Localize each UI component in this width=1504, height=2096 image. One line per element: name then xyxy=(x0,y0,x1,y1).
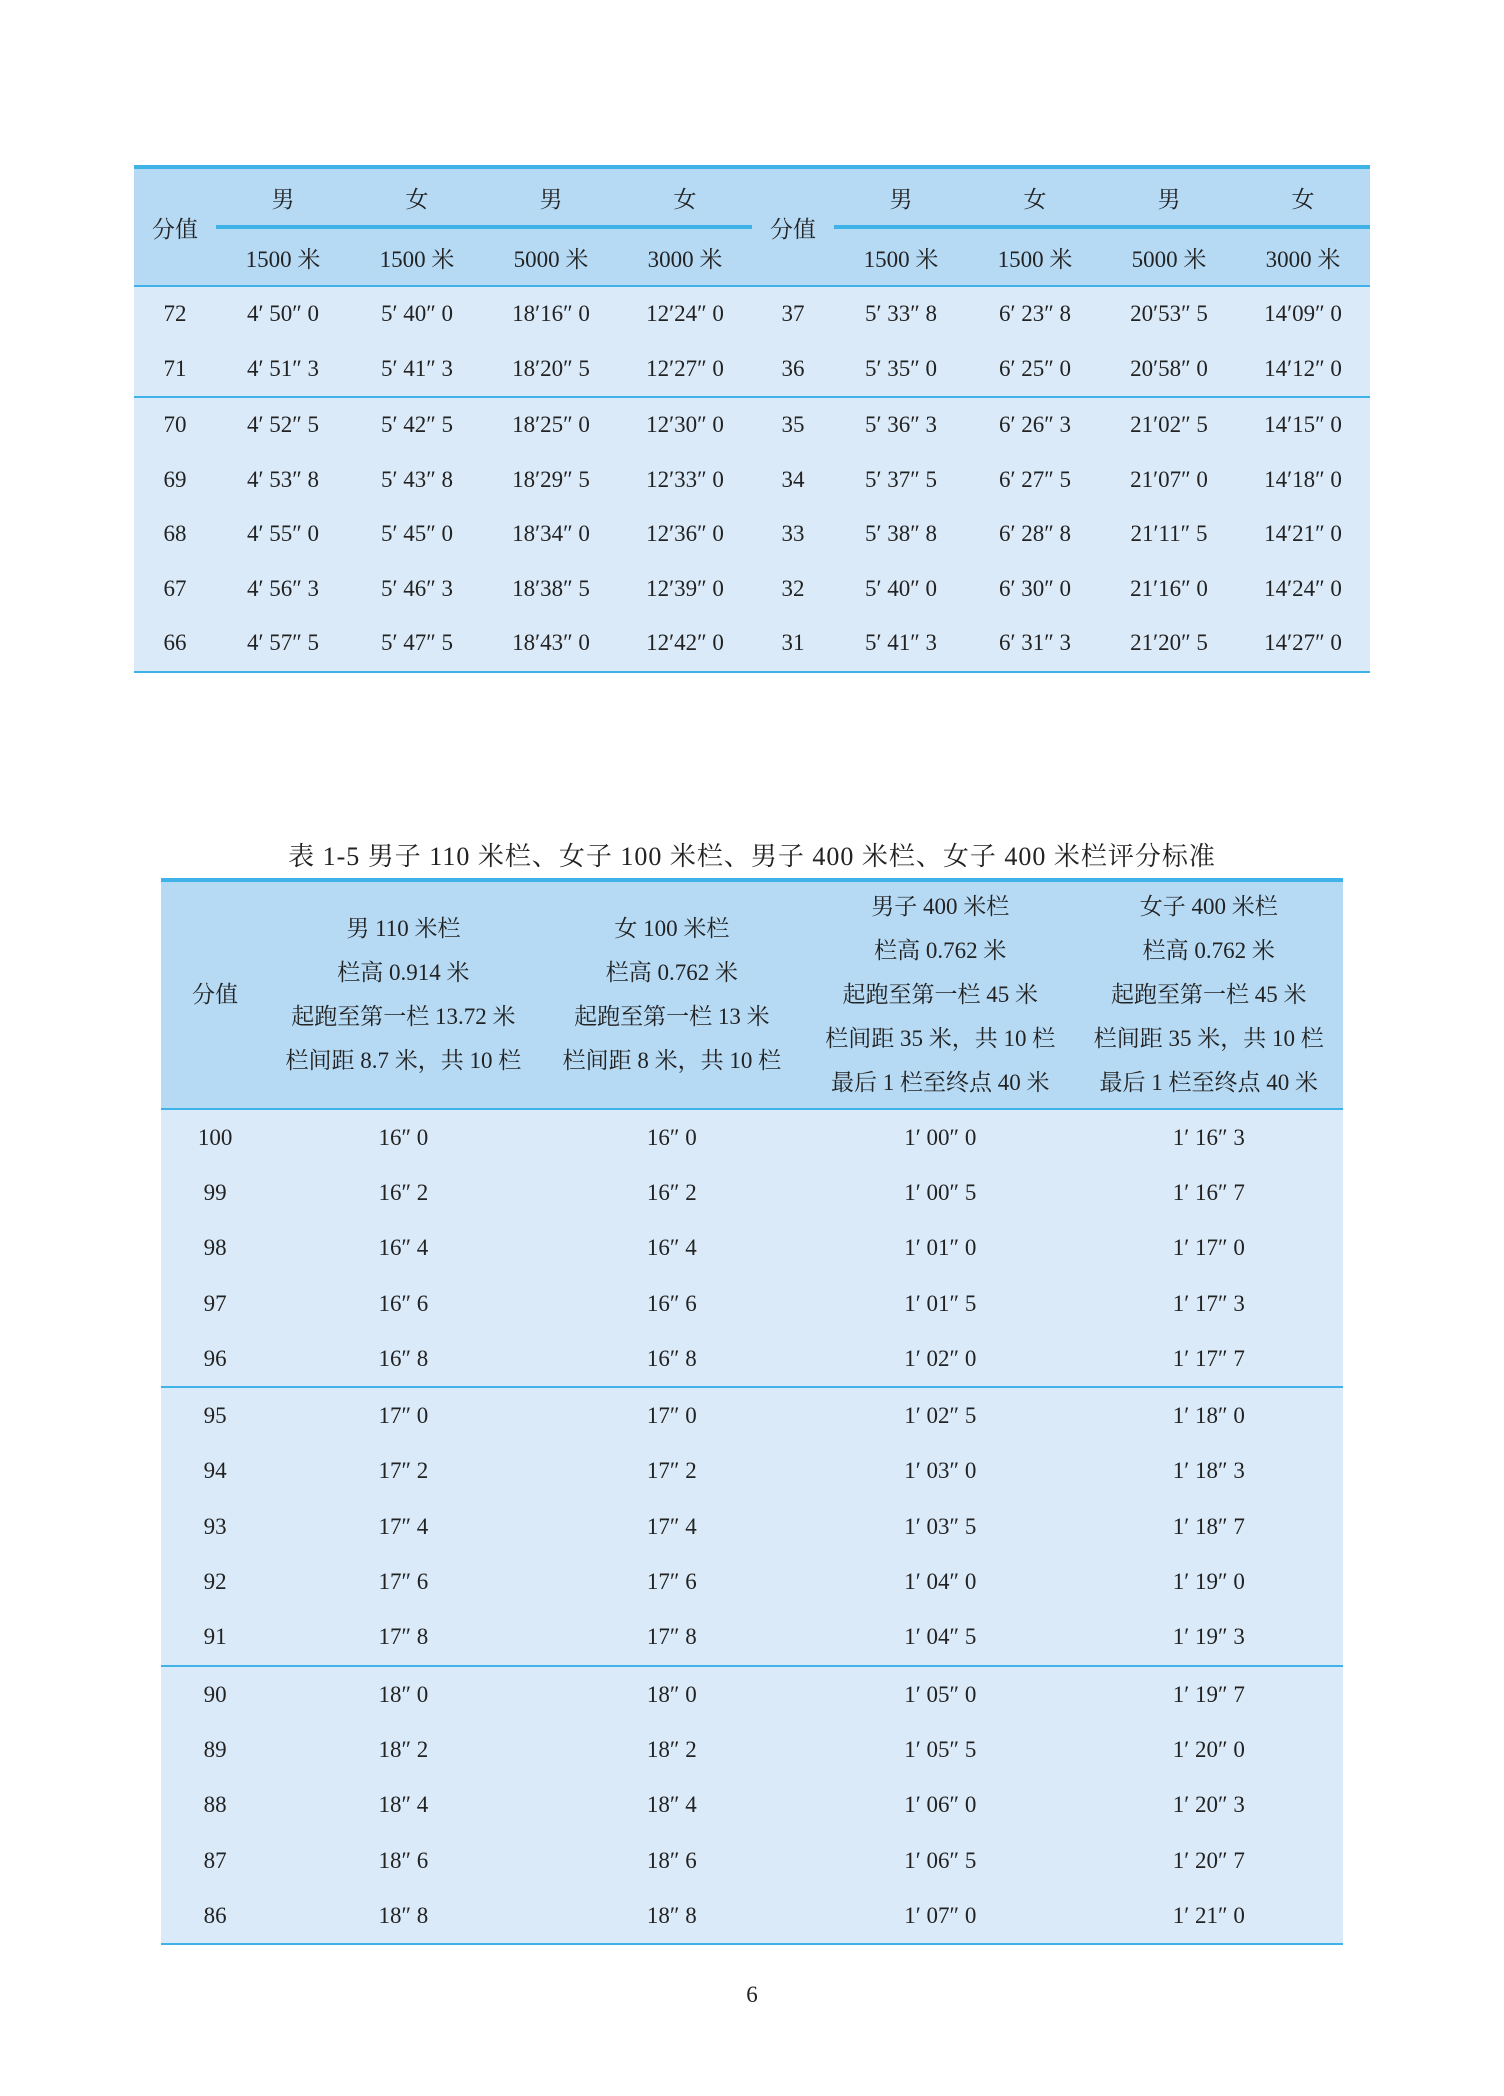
time-cell: 1′ 16″ 3 xyxy=(1075,1109,1343,1165)
table-row xyxy=(134,453,1370,508)
score-cell: 88 xyxy=(161,1778,269,1833)
score-cell: 70 xyxy=(134,397,216,453)
time-cell: 1′ 05″ 5 xyxy=(806,1722,1074,1777)
time-cell: 1′ 07″ 0 xyxy=(806,1888,1074,1944)
time-cell: 1′ 17″ 7 xyxy=(1075,1331,1343,1387)
event-header: 1500 米 xyxy=(216,227,350,286)
time-cell: 12′39″ 0 xyxy=(618,562,752,617)
time-cell: 18′16″ 0 xyxy=(484,286,618,342)
gender-header: 男 xyxy=(834,167,968,227)
table-row xyxy=(134,397,1370,453)
score-header: 分值 xyxy=(161,880,269,1109)
time-cell: 1′ 01″ 5 xyxy=(806,1276,1074,1331)
score-cell: 66 xyxy=(134,616,216,672)
time-cell: 18″ 2 xyxy=(538,1722,806,1777)
time-cell: 18″ 2 xyxy=(269,1722,537,1777)
time-cell: 12′33″ 0 xyxy=(618,453,752,508)
time-cell: 1′ 20″ 0 xyxy=(1075,1722,1343,1777)
time-cell: 16″ 6 xyxy=(269,1276,537,1331)
time-cell: 17″ 4 xyxy=(269,1499,537,1554)
time-cell: 18″ 4 xyxy=(538,1778,806,1833)
time-cell: 20′53″ 5 xyxy=(1102,286,1236,342)
time-cell: 4′ 51″ 3 xyxy=(216,342,350,398)
score-cell: 31 xyxy=(752,616,834,672)
time-cell: 16″ 0 xyxy=(538,1109,806,1165)
score-cell: 92 xyxy=(161,1554,269,1609)
table-row xyxy=(161,1722,1343,1777)
time-cell: 18′38″ 5 xyxy=(484,562,618,617)
score-cell: 90 xyxy=(161,1666,269,1722)
time-cell: 1′ 20″ 7 xyxy=(1075,1833,1343,1888)
time-cell: 12′30″ 0 xyxy=(618,397,752,453)
column-header-line: 栏间距 8 米，共 10 栏 xyxy=(562,1048,782,1073)
time-cell: 18′34″ 0 xyxy=(484,507,618,562)
time-cell: 1′ 21″ 0 xyxy=(1075,1888,1343,1944)
time-cell: 1′ 04″ 0 xyxy=(806,1554,1074,1609)
time-cell: 1′ 05″ 0 xyxy=(806,1666,1074,1722)
time-cell: 17″ 0 xyxy=(538,1387,806,1443)
column-header-line: 起跑至第一栏 45 米 xyxy=(842,982,1039,1007)
time-cell: 14′15″ 0 xyxy=(1236,397,1370,453)
time-cell: 1′ 19″ 3 xyxy=(1075,1610,1343,1666)
time-cell: 17″ 6 xyxy=(269,1554,537,1609)
table-row xyxy=(161,1221,1343,1276)
column-header-line: 栏高 0.914 米 xyxy=(337,960,470,985)
time-cell: 4′ 50″ 0 xyxy=(216,286,350,342)
time-cell: 21′11″ 5 xyxy=(1102,507,1236,562)
score-cell: 32 xyxy=(752,562,834,617)
time-cell: 14′09″ 0 xyxy=(1236,286,1370,342)
score-cell: 86 xyxy=(161,1888,269,1944)
time-cell: 5′ 40″ 0 xyxy=(834,562,968,617)
score-cell: 91 xyxy=(161,1610,269,1666)
time-cell: 18″ 6 xyxy=(538,1833,806,1888)
time-cell: 1′ 18″ 7 xyxy=(1075,1499,1343,1554)
gender-header: 女 xyxy=(1236,167,1370,227)
gender-header: 女 xyxy=(618,167,752,227)
event-header: 5000 米 xyxy=(1102,227,1236,286)
table-row xyxy=(134,507,1370,562)
column-header-line: 男子 400 米栏 xyxy=(871,894,1010,919)
time-cell: 1′ 19″ 0 xyxy=(1075,1554,1343,1609)
time-cell: 5′ 37″ 5 xyxy=(834,453,968,508)
time-cell: 20′58″ 0 xyxy=(1102,342,1236,398)
gender-header: 男 xyxy=(484,167,618,227)
time-cell: 6′ 23″ 8 xyxy=(968,286,1102,342)
table-row xyxy=(161,1444,1343,1499)
time-cell: 5′ 47″ 5 xyxy=(350,616,484,672)
score-cell: 95 xyxy=(161,1387,269,1443)
time-cell: 5′ 41″ 3 xyxy=(834,616,968,672)
score-cell: 33 xyxy=(752,507,834,562)
table-row xyxy=(161,1833,1343,1888)
column-header-line: 女子 400 米栏 xyxy=(1139,894,1278,919)
score-cell: 37 xyxy=(752,286,834,342)
time-cell: 17″ 6 xyxy=(538,1554,806,1609)
time-cell: 16″ 2 xyxy=(269,1165,537,1220)
column-header xyxy=(269,880,537,1109)
time-cell: 12′24″ 0 xyxy=(618,286,752,342)
event-header: 5000 米 xyxy=(484,227,618,286)
table-row xyxy=(161,1276,1343,1331)
time-cell: 4′ 57″ 5 xyxy=(216,616,350,672)
time-cell: 12′42″ 0 xyxy=(618,616,752,672)
time-cell: 14′12″ 0 xyxy=(1236,342,1370,398)
score-cell: 99 xyxy=(161,1165,269,1220)
time-cell: 4′ 52″ 5 xyxy=(216,397,350,453)
table-caption: 表 1-5 男子 110 米栏、女子 100 米栏、男子 400 米栏、女子 400 米栏评分标准 xyxy=(288,842,1216,871)
running-score-table-continued xyxy=(134,165,1370,673)
score-cell: 89 xyxy=(161,1722,269,1777)
table-row xyxy=(161,1331,1343,1387)
time-cell: 1′ 02″ 0 xyxy=(806,1331,1074,1387)
gender-header: 女 xyxy=(350,167,484,227)
score-cell: 67 xyxy=(134,562,216,617)
event-header: 1500 米 xyxy=(968,227,1102,286)
time-cell: 4′ 56″ 3 xyxy=(216,562,350,617)
time-cell: 18′25″ 0 xyxy=(484,397,618,453)
time-cell: 1′ 18″ 3 xyxy=(1075,1444,1343,1499)
score-cell: 68 xyxy=(134,507,216,562)
time-cell: 14′18″ 0 xyxy=(1236,453,1370,508)
time-cell: 5′ 45″ 0 xyxy=(350,507,484,562)
table-row xyxy=(161,1666,1343,1722)
time-cell: 1′ 03″ 5 xyxy=(806,1499,1074,1554)
score-cell: 72 xyxy=(134,286,216,342)
gender-header: 男 xyxy=(216,167,350,227)
time-cell: 21′20″ 5 xyxy=(1102,616,1236,672)
time-cell: 5′ 46″ 3 xyxy=(350,562,484,617)
time-cell: 17″ 4 xyxy=(538,1499,806,1554)
time-cell: 5′ 36″ 3 xyxy=(834,397,968,453)
column-header-line: 起跑至第一栏 45 米 xyxy=(1111,982,1307,1007)
table-row xyxy=(134,342,1370,398)
score-cell: 94 xyxy=(161,1444,269,1499)
time-cell: 5′ 41″ 3 xyxy=(350,342,484,398)
column-header-line: 起跑至第一栏 13 米 xyxy=(574,1004,770,1029)
page-number: 6 xyxy=(746,1982,758,2007)
time-cell: 17″ 8 xyxy=(538,1610,806,1666)
time-cell: 1′ 06″ 5 xyxy=(806,1833,1074,1888)
time-cell: 12′27″ 0 xyxy=(618,342,752,398)
score-header: 分值 xyxy=(134,167,216,286)
time-cell: 4′ 53″ 8 xyxy=(216,453,350,508)
table-row xyxy=(161,1499,1343,1554)
column-header-line: 女 100 米栏 xyxy=(614,916,730,941)
time-cell: 1′ 16″ 7 xyxy=(1075,1165,1343,1220)
time-cell: 14′27″ 0 xyxy=(1236,616,1370,672)
event-header: 3000 米 xyxy=(618,227,752,286)
event-header: 3000 米 xyxy=(1236,227,1370,286)
column-header-line: 栏间距 35 米，共 10 栏 xyxy=(825,1026,1056,1051)
score-cell: 36 xyxy=(752,342,834,398)
score-cell: 69 xyxy=(134,453,216,508)
column-header xyxy=(538,880,806,1109)
time-cell: 5′ 43″ 8 xyxy=(350,453,484,508)
time-cell: 16″ 4 xyxy=(538,1221,806,1276)
time-cell: 6′ 31″ 3 xyxy=(968,616,1102,672)
column-header xyxy=(806,880,1074,1109)
table-row xyxy=(161,1778,1343,1833)
table-row xyxy=(134,286,1370,342)
gender-header: 男 xyxy=(1102,167,1236,227)
time-cell: 5′ 42″ 5 xyxy=(350,397,484,453)
table-row xyxy=(161,1554,1343,1609)
time-cell: 18′20″ 5 xyxy=(484,342,618,398)
time-cell: 21′16″ 0 xyxy=(1102,562,1236,617)
time-cell: 12′36″ 0 xyxy=(618,507,752,562)
table-row xyxy=(161,1165,1343,1220)
time-cell: 21′07″ 0 xyxy=(1102,453,1236,508)
time-cell: 16″ 0 xyxy=(269,1109,537,1165)
score-cell: 96 xyxy=(161,1331,269,1387)
time-cell: 1′ 00″ 0 xyxy=(806,1109,1074,1165)
score-cell: 87 xyxy=(161,1833,269,1888)
time-cell: 1′ 03″ 0 xyxy=(806,1444,1074,1499)
time-cell: 1′ 20″ 3 xyxy=(1075,1778,1343,1833)
time-cell: 5′ 40″ 0 xyxy=(350,286,484,342)
time-cell: 17″ 0 xyxy=(269,1387,537,1443)
table-row xyxy=(161,1109,1343,1165)
time-cell: 1′ 04″ 5 xyxy=(806,1610,1074,1666)
time-cell: 16″ 8 xyxy=(538,1331,806,1387)
score-cell: 98 xyxy=(161,1221,269,1276)
time-cell: 5′ 33″ 8 xyxy=(834,286,968,342)
table-row xyxy=(134,616,1370,672)
time-cell: 18″ 0 xyxy=(269,1666,537,1722)
score-header: 分值 xyxy=(752,167,834,286)
column-header-line: 栏高 0.762 米 xyxy=(1142,938,1275,963)
time-cell: 16″ 4 xyxy=(269,1221,537,1276)
time-cell: 18″ 8 xyxy=(538,1888,806,1944)
column-header xyxy=(1075,880,1343,1109)
score-cell: 34 xyxy=(752,453,834,508)
column-header-line: 最后 1 栏至终点 40 米 xyxy=(1099,1070,1319,1095)
time-cell: 1′ 02″ 5 xyxy=(806,1387,1074,1443)
score-cell: 100 xyxy=(161,1109,269,1165)
time-cell: 6′ 27″ 5 xyxy=(968,453,1102,508)
hurdles-score-table xyxy=(161,878,1343,1945)
table-row xyxy=(161,1610,1343,1666)
score-cell: 35 xyxy=(752,397,834,453)
time-cell: 6′ 26″ 3 xyxy=(968,397,1102,453)
event-header: 1500 米 xyxy=(350,227,484,286)
time-cell: 5′ 35″ 0 xyxy=(834,342,968,398)
score-cell: 97 xyxy=(161,1276,269,1331)
time-cell: 17″ 8 xyxy=(269,1610,537,1666)
time-cell: 6′ 30″ 0 xyxy=(968,562,1102,617)
time-cell: 1′ 18″ 0 xyxy=(1075,1387,1343,1443)
time-cell: 18″ 8 xyxy=(269,1888,537,1944)
time-cell: 1′ 00″ 5 xyxy=(806,1165,1074,1220)
column-header-line: 最后 1 栏至终点 40 米 xyxy=(831,1070,1050,1095)
time-cell: 1′ 17″ 0 xyxy=(1075,1221,1343,1276)
time-cell: 1′ 19″ 7 xyxy=(1075,1666,1343,1722)
time-cell: 18″ 6 xyxy=(269,1833,537,1888)
score-cell: 71 xyxy=(134,342,216,398)
time-cell: 14′21″ 0 xyxy=(1236,507,1370,562)
time-cell: 21′02″ 5 xyxy=(1102,397,1236,453)
table-row xyxy=(161,1888,1343,1944)
time-cell: 6′ 25″ 0 xyxy=(968,342,1102,398)
column-header-line: 栏高 0.762 米 xyxy=(874,938,1007,963)
time-cell: 1′ 17″ 3 xyxy=(1075,1276,1343,1331)
event-header: 1500 米 xyxy=(834,227,968,286)
gender-header: 女 xyxy=(968,167,1102,227)
column-header-line: 起跑至第一栏 13.72 米 xyxy=(291,1004,516,1029)
time-cell: 14′24″ 0 xyxy=(1236,562,1370,617)
time-cell: 6′ 28″ 8 xyxy=(968,507,1102,562)
time-cell: 5′ 38″ 8 xyxy=(834,507,968,562)
column-header-line: 男 110 米栏 xyxy=(346,916,461,941)
time-cell: 16″ 6 xyxy=(538,1276,806,1331)
column-header-line: 栏间距 35 米，共 10 栏 xyxy=(1093,1026,1324,1051)
table-row xyxy=(134,562,1370,617)
time-cell: 18′43″ 0 xyxy=(484,616,618,672)
time-cell: 18″ 0 xyxy=(538,1666,806,1722)
time-cell: 1′ 01″ 0 xyxy=(806,1221,1074,1276)
time-cell: 16″ 2 xyxy=(538,1165,806,1220)
time-cell: 1′ 06″ 0 xyxy=(806,1778,1074,1833)
column-header-line: 栏间距 8.7 米，共 10 栏 xyxy=(285,1048,522,1073)
column-header-line: 栏高 0.762 米 xyxy=(605,960,738,985)
score-cell: 93 xyxy=(161,1499,269,1554)
time-cell: 17″ 2 xyxy=(269,1444,537,1499)
time-cell: 16″ 8 xyxy=(269,1331,537,1387)
table-row xyxy=(161,1387,1343,1443)
time-cell: 18″ 4 xyxy=(269,1778,537,1833)
time-cell: 18′29″ 5 xyxy=(484,453,618,508)
time-cell: 4′ 55″ 0 xyxy=(216,507,350,562)
time-cell: 17″ 2 xyxy=(538,1444,806,1499)
